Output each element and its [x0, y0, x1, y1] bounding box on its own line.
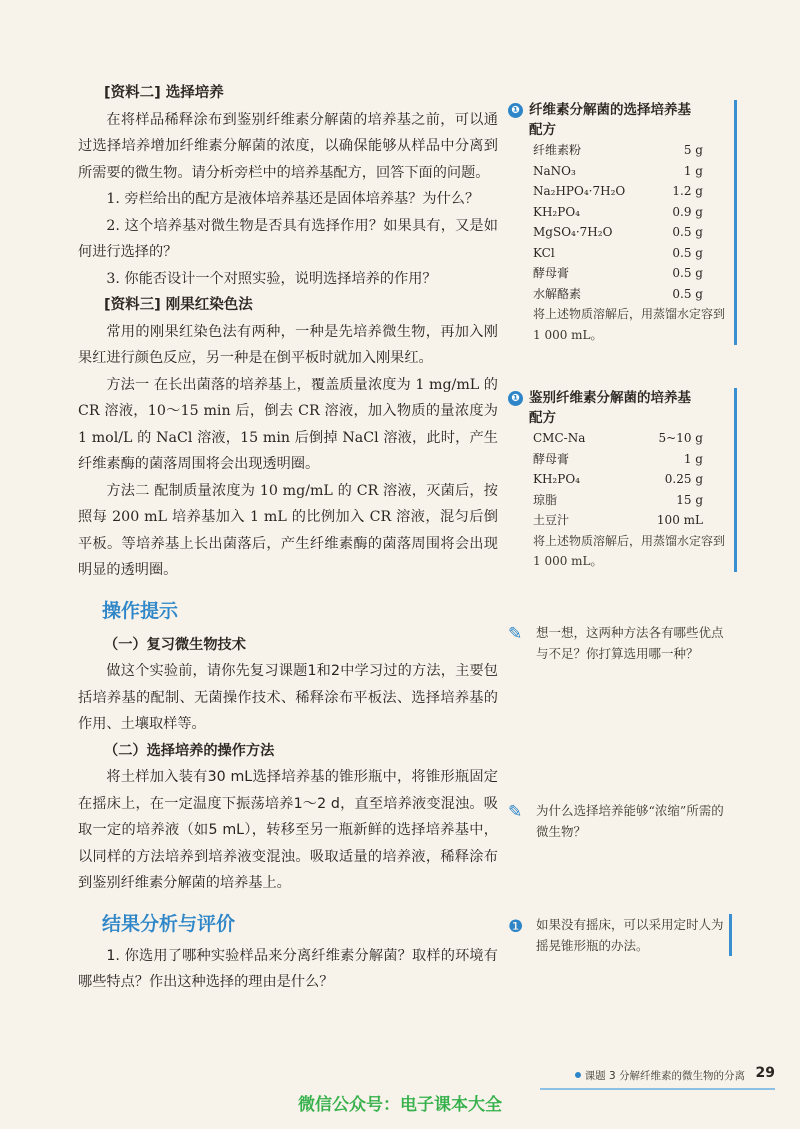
- section-title-operation-tips: 操作提示: [102, 599, 179, 622]
- page-footer: [540, 1065, 775, 1086]
- results-question-1: 1. 你选用了哪种实验样品来分离纤维素分解菌？取样的环境有哪些特点？作出这种选择的理由是什么？: [78, 947, 498, 990]
- wechat-account-caption: 微信公众号：电子课本大全: [298, 1095, 502, 1115]
- table-row: 酵母膏 1 g: [533, 451, 703, 466]
- info-bullet-icon: ❶: [508, 103, 523, 118]
- table-row: KCl 0.5 g: [533, 245, 703, 260]
- footer-chapter-label: 课题 3 分解纤维素的微生物的分离: [584, 1070, 745, 1082]
- table-row: KH₂PO₄ 0.9 g: [533, 204, 703, 219]
- box-2-title: 鉴别纤维素分解菌的培养基: [529, 390, 691, 406]
- table-row: Na₂HPO₄·7H₂O 1.2 g: [533, 184, 703, 198]
- resource-3-intro: 常用的刚果红染色法有两种，一种是先培养微生物，再加入刚果红进行颜色反应，另一种是在倒平板时就加入刚果红。: [78, 323, 498, 366]
- page-number: 29: [755, 1065, 775, 1081]
- footer-dot-icon: [575, 1072, 581, 1078]
- table-row: 纤维素粉 5 g: [533, 143, 703, 157]
- box-1-subtitle: 配方: [529, 122, 556, 138]
- info-bullet-icon: ❶: [508, 917, 524, 937]
- info-bullet-icon: ❶: [508, 391, 523, 406]
- method-2-paragraph: 方法二 配制质量浓度为 10 mg/mL 的 CR 溶液，灭菌后，按照每 200 mL 培养基加入 1 mL 的比例加入 CR 溶液，混匀后倒平板。等培养基上长出菌落后，产生纤维素酶的菌落周围将会出现明显的透明圈。: [78, 482, 498, 578]
- selective-culture-paragraph: 将土样加入装有30 mL选择培养基的锥形瓶中，将锥形瓶固定在摇床上，在一定温度下振荡培养1～2 d，直至培养液变混浊。吸取一定的培养液（如5 mL），转移至另一瓶新鲜的选择培养基中，以同样的方法培养到培养液变混浊。吸取适量的培养液，稀释涂布到鉴别纤维素分解菌的培养基上。: [78, 769, 498, 891]
- box-1-note: 将上述物质溶解后，用蒸馏水定容到 1 000 mL。: [533, 307, 726, 342]
- identification-medium-box: [508, 388, 737, 572]
- table-row: KH₂PO₄ 0.25 g: [533, 472, 703, 486]
- main-column: [78, 80, 498, 996]
- ingredient-table-1: [533, 140, 703, 304]
- section-title-results: 结果分析与评价: [102, 912, 236, 935]
- question-1: 1. 旁栏给出的配方是液体培养基还是固体培养基？为什么？: [106, 191, 480, 207]
- question-2: 2. 这个培养基对微生物是否具有选择作用？如果具有，又是如何进行选择的？: [78, 217, 498, 260]
- think-tip-1: ✎ 想一想，这两种方法各有哪些优点与不足？你打算选用哪一种？: [508, 624, 724, 661]
- review-paragraph: 做这个实验前，请你先复习课题1和2中学习过的方法，主要包括培养基的配制、无菌操作技术、稀释涂布平板法、选择培养基的作用、土壤取样等。: [78, 663, 498, 732]
- table-row: 酵母膏 0.5 g: [533, 266, 703, 280]
- info-tip-3: ❶ 如果没有摇床，可以采用定时人为摇晃锥形瓶的办法。: [508, 914, 732, 956]
- selective-medium-box: [508, 100, 737, 345]
- resource-3-heading: [资料三] 刚果红染色法: [104, 297, 253, 313]
- table-row: MgSO₄·7H₂O 0.5 g: [533, 225, 703, 239]
- question-3: 3. 你能否设计一个对照实验，说明选择培养的作用？: [106, 270, 437, 287]
- subheading-selective-culture: （二）选择培养的操作方法: [104, 742, 275, 759]
- method-1-paragraph: 方法一 在长出菌落的培养基上，覆盖质量浓度为 1 mg/mL 的 CR 溶液，10～15 min 后，倒去 CR 溶液，加入物质的量浓度为 1 mol/L 的 NaCl 溶液，15 min 后倒掉 NaCl 溶液，此时，产生纤维素酶的菌落周围将会出现透明圈。: [78, 376, 498, 472]
- think-tip-2: ✎ 为什么选择培养能够“浓缩”所需的微生物？: [508, 802, 724, 839]
- table-row: NaNO₃ 1 g: [533, 163, 703, 178]
- table-row: 琼脂 15 g: [533, 492, 703, 507]
- table-row: 土豆汁 100 mL: [533, 513, 703, 527]
- box-1-title: 纤维素分解菌的选择培养基: [529, 102, 691, 118]
- resource-2-paragraph: 在将样品稀释涂布到鉴别纤维素分解菌的培养基之前，可以通过选择培养增加纤维素分解菌的浓度，以确保能够从样品中分离到所需要的微生物。请分析旁栏中的培养基配方，回答下面的问题。: [78, 111, 498, 181]
- subheading-review: （一）复习微生物技术: [104, 636, 246, 653]
- question-pencil-icon: ✎: [508, 802, 523, 822]
- box-2-note: 将上述物质溶解后，用蒸馏水定容到 1 000 mL。: [533, 533, 726, 568]
- box-2-subtitle: 配方: [529, 410, 556, 426]
- table-row: 水解酪素 0.5 g: [533, 286, 703, 301]
- resource-2-heading: [资料二] 选择培养: [104, 85, 224, 101]
- question-pencil-icon: ✎: [508, 624, 523, 644]
- ingredient-table-2: [533, 428, 703, 531]
- table-row: CMC-Na 5~10 g: [533, 431, 703, 445]
